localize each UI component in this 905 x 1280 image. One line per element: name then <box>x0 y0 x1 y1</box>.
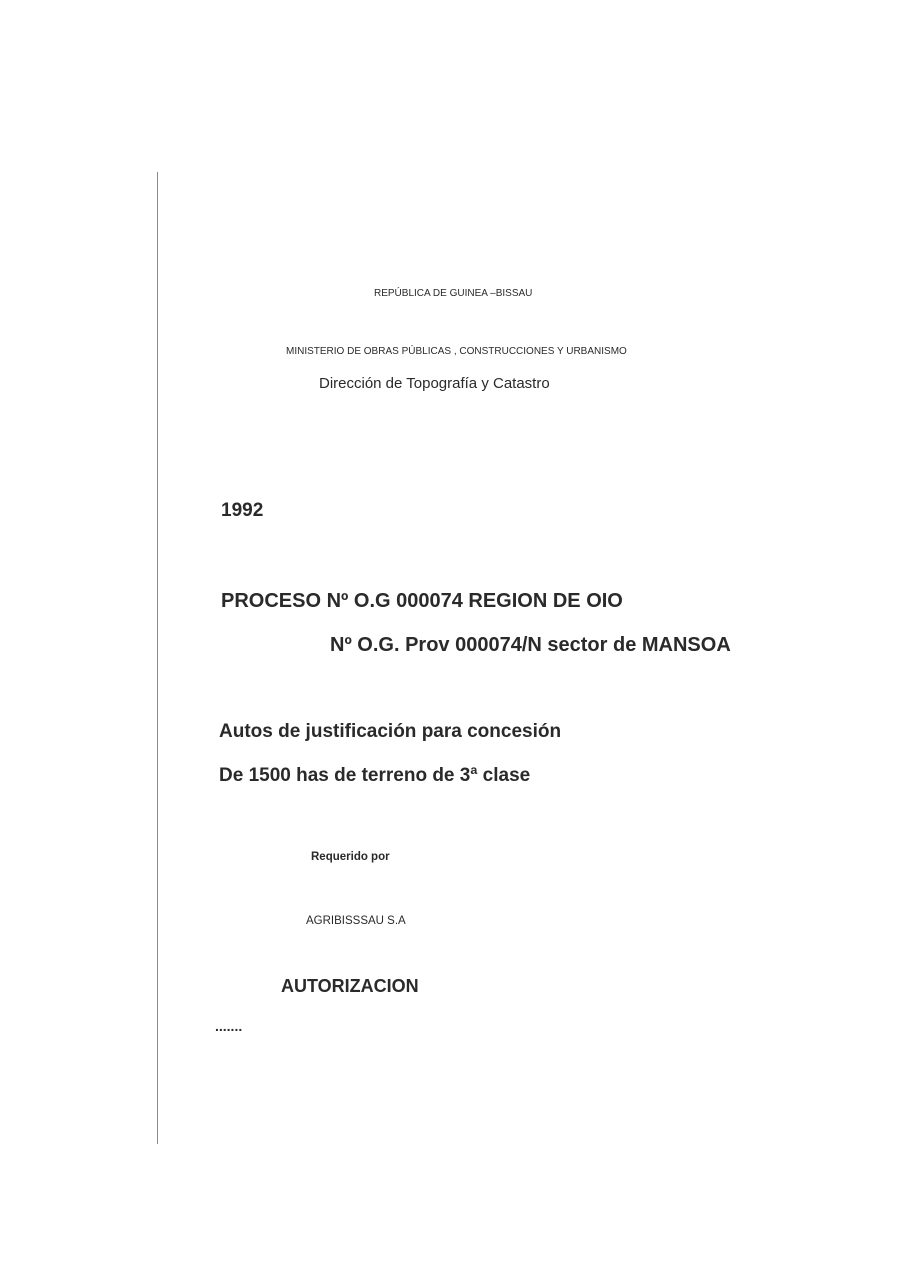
process-line-2: Nº O.G. Prov 000074/N sector de MANSOA <box>330 634 731 656</box>
ministry-heading: MINISTERIO DE OBRAS PÚBLICAS , CONSTRUCCIONES Y URBANISMO <box>286 346 627 357</box>
subject-line-2: De 1500 has de terreno de 3ª clase <box>219 765 531 786</box>
year: 1992 <box>221 500 264 521</box>
dots: ....... <box>215 1018 243 1034</box>
requested-by-label: Requerido por <box>311 851 390 863</box>
subject-line-1: Autos de justificación para concesión <box>219 721 562 742</box>
margin-line <box>157 172 158 1144</box>
requester-name: AGRIBISSSAU S.A <box>306 915 406 927</box>
authorization-heading: AUTORIZACION <box>281 976 419 996</box>
country-heading: REPÚBLICA DE GUINEA –BISSAU <box>374 288 533 299</box>
department-heading: Dirección de Topografía y Catastro <box>319 375 550 392</box>
process-line-1: PROCESO Nº O.G 000074 REGION DE OIO <box>221 590 623 612</box>
